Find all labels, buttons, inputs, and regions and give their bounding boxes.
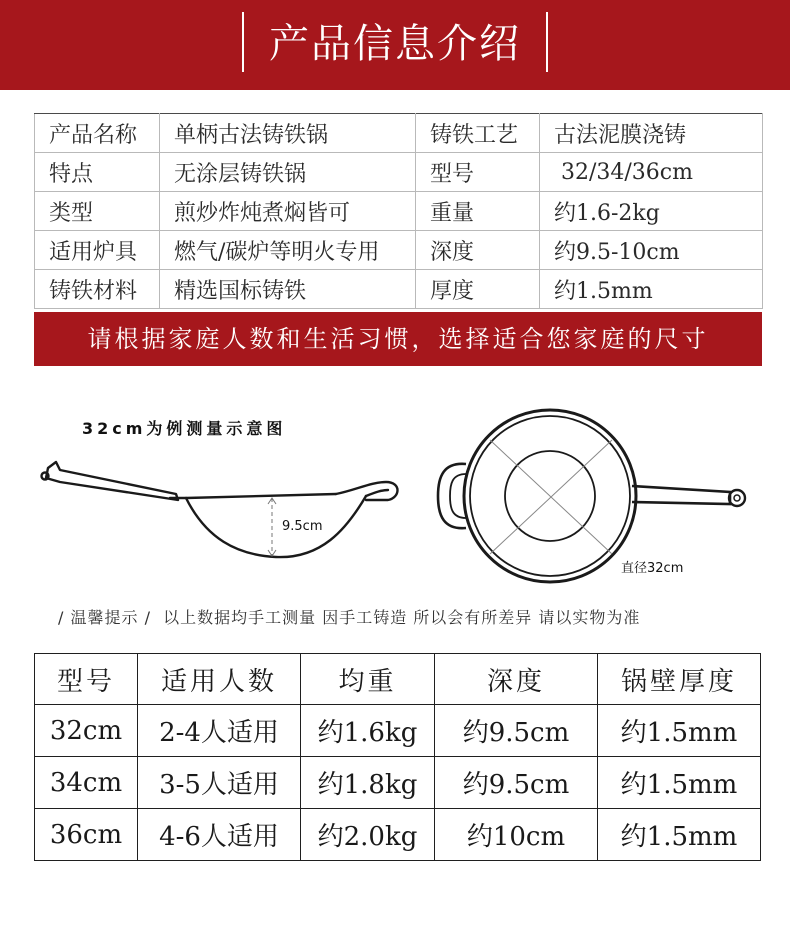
size-advice-banner: 请根据家庭人数和生活习惯，选择适合您家庭的尺寸 bbox=[34, 312, 762, 366]
table-row bbox=[35, 153, 763, 192]
table-row bbox=[35, 270, 763, 309]
spec-label: 深度 bbox=[416, 231, 540, 270]
spec-label: 特点 bbox=[35, 153, 160, 192]
table-row bbox=[35, 114, 763, 153]
size-cell: 34cm bbox=[35, 757, 138, 809]
spec-value: 精选国标铸铁 bbox=[160, 270, 416, 309]
page-title: 产品信息介绍 bbox=[269, 21, 521, 67]
people-cell: 2-4人适用 bbox=[138, 705, 301, 757]
thickness-cell: 约1.5mm bbox=[598, 809, 761, 861]
column-header: 型号 bbox=[35, 654, 138, 705]
spec-label: 适用炉具 bbox=[35, 231, 160, 270]
column-header: 适用人数 bbox=[138, 654, 301, 705]
spec-value: 煎炒炸炖煮焖皆可 bbox=[160, 192, 416, 231]
spec-label: 厚度 bbox=[416, 270, 540, 309]
table-row bbox=[35, 757, 761, 809]
spec-value: 燃气/碳炉等明火专用 bbox=[160, 231, 416, 270]
spec-value: 约1.5mm bbox=[540, 270, 763, 309]
people-cell: 3-5人适用 bbox=[138, 757, 301, 809]
table-row bbox=[35, 705, 761, 757]
diameter-label: 直径32cm bbox=[621, 561, 684, 576]
depth-cell: 约10cm bbox=[435, 809, 598, 861]
size-cell: 36cm bbox=[35, 809, 138, 861]
spec-label: 铸铁材料 bbox=[35, 270, 160, 309]
spec-label: 重量 bbox=[416, 192, 540, 231]
spec-value: 32/34/36cm bbox=[540, 153, 763, 192]
pan-side-view-illustration bbox=[36, 460, 406, 570]
measurement-note: / 温馨提示 / 以上数据均手工测量 因手工铸造 所以会有所差异 请以实物为准 bbox=[58, 608, 641, 627]
table-row bbox=[35, 231, 763, 270]
depth-cell: 约9.5cm bbox=[435, 757, 598, 809]
spec-label: 型号 bbox=[416, 153, 540, 192]
people-cell: 4-6人适用 bbox=[138, 809, 301, 861]
table-header-row bbox=[35, 654, 761, 705]
spec-label: 铸铁工艺 bbox=[416, 114, 540, 153]
diagram-caption: 32cm为例测量示意图 bbox=[82, 419, 287, 438]
spec-label: 产品名称 bbox=[35, 114, 160, 153]
thickness-cell: 约1.5mm bbox=[598, 705, 761, 757]
column-header: 均重 bbox=[301, 654, 435, 705]
weight-cell: 约1.6kg bbox=[301, 705, 435, 757]
spec-value: 约1.6-2kg bbox=[540, 192, 763, 231]
depth-label: 9.5cm bbox=[282, 519, 323, 534]
depth-cell: 约9.5cm bbox=[435, 705, 598, 757]
size-cell: 32cm bbox=[35, 705, 138, 757]
pan-top-view-illustration bbox=[430, 404, 755, 589]
column-header: 锅壁厚度 bbox=[598, 654, 761, 705]
spec-value: 单柄古法铸铁锅 bbox=[160, 114, 416, 153]
weight-cell: 约1.8kg bbox=[301, 757, 435, 809]
thickness-cell: 约1.5mm bbox=[598, 757, 761, 809]
table-row bbox=[35, 809, 761, 861]
weight-cell: 约2.0kg bbox=[301, 809, 435, 861]
table-row bbox=[35, 192, 763, 231]
spec-label: 类型 bbox=[35, 192, 160, 231]
spec-table bbox=[34, 113, 763, 309]
size-table bbox=[34, 653, 761, 861]
spec-value: 古法泥膜浇铸 bbox=[540, 114, 763, 153]
spec-value: 约9.5-10cm bbox=[540, 231, 763, 270]
column-header: 深度 bbox=[435, 654, 598, 705]
spec-value: 无涂层铸铁锅 bbox=[160, 153, 416, 192]
